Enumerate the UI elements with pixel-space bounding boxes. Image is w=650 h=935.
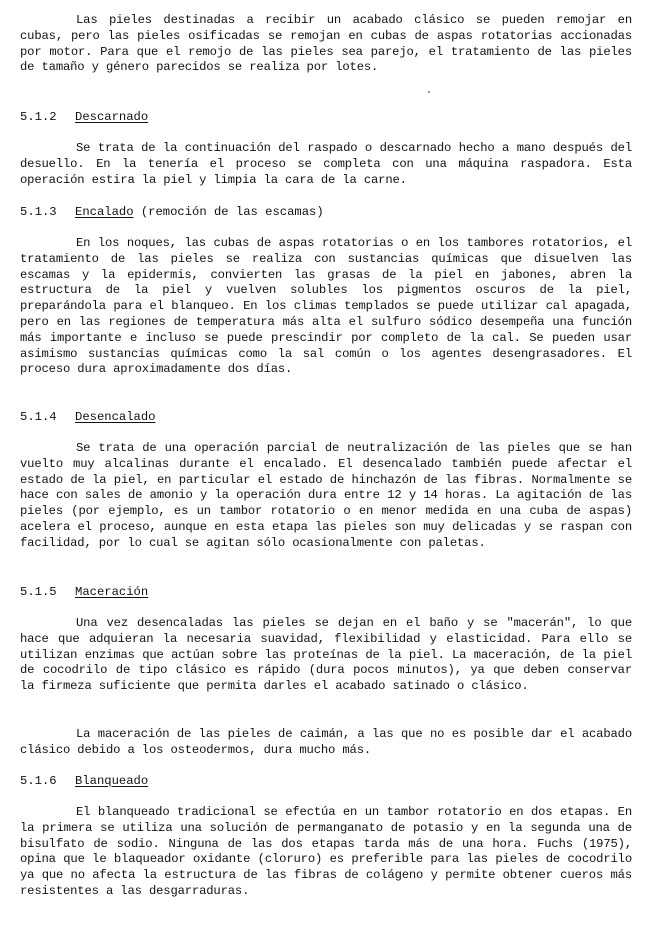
paragraph-encalado: En los noques, las cubas de aspas rotatorias o en los tambores rotatorios, el tratamiento de las pieles se realiza con sustancias químicas que disuelven las escamas y la epidermis, convierten las grasas de la piel en jabones, abren la estructura de la piel y vuelven solubles los pigmentos oscuros de la piel, preparándola para el blanqueo. En los climas templados se puede utilizar cal apagada, pero en las regiones de temperatura más alta el sulfuro sódico desempeña una función más importante e incluso se puede prescindir por completo de la cal. Se pueden usar asimismo sustancias químicas como la sal común o los agentes desengrasadores. El proceso dura aproximadamente dos días. bbox=[20, 236, 632, 377]
section-title: Encalado bbox=[75, 205, 134, 219]
paragraph-desencalado: Se trata de una operación parcial de neutralización de las pieles que se han vuelto muy alcalinas durante el encalado. El desencalado también puede afectar el estado de la piel, en particular el estado de hinchazón de las fibras. Normalmente se hace con sales de amonio y la operación dura entre 12 y 14 horas. La agitación de las pieles (por ejemplo, es un tambor rotatorio o en menor medida en una cuba de aspas) acelera el proceso, aunque en esta etapa las pieles son muy delicadas y se raspan con facilidad, por lo cual se agitan sólo ocasionalmente con paletas. bbox=[20, 441, 632, 550]
section-heading-encalado bbox=[20, 205, 324, 220]
section-heading-descarnado bbox=[20, 110, 148, 125]
section-number: 5.1.6 bbox=[20, 774, 57, 788]
section-title: Blanqueado bbox=[75, 774, 149, 788]
paragraph-maceracion-2: La maceración de las pieles de caimán, a las que no es posible dar el acabado clásico debido a los osteodermos, dura mucho más. bbox=[20, 727, 632, 757]
scan-speck bbox=[428, 91, 430, 93]
section-number: 5.1.2 bbox=[20, 110, 57, 124]
section-heading-blanqueado bbox=[20, 774, 148, 789]
section-number: 5.1.3 bbox=[20, 205, 57, 219]
section-heading-desencalado bbox=[20, 410, 155, 425]
paragraph-descarnado: Se trata de la continuación del raspado o descarnado hecho a mano después del desuello. En la tenería el proceso se completa con una máquina raspadora. Esta operación estira la piel y limpia la cara de la carne. bbox=[20, 141, 632, 187]
section-number: 5.1.5 bbox=[20, 585, 57, 599]
paragraph-blanqueado: El blanqueado tradicional se efectúa en un tambor rotatorio en dos etapas. En la primera se utiliza una solución de permanganato de potasio y en la segunda una de bisulfato de sodio. Ninguna de las dos etapas tarda más de una hora. Fuchs (1975), opina que le blaqueador oxidante (cloruro) es preferible para las pieles de cocodrilo ya que no afecta la estructura de las fibras de colágeno y permite obtener cueros más resistentes a las desgarraduras. bbox=[20, 805, 632, 898]
section-number: 5.1.4 bbox=[20, 410, 57, 424]
section-heading-maceracion bbox=[20, 585, 148, 600]
intro-paragraph: Las pieles destinadas a recibir un acabado clásico se pueden remojar en cubas, pero las pieles osificadas se remojan en cubas de aspas rotatorias accionadas por motor. Para que el remojo de las pieles sea parejo, el tratamiento de las pieles de tamaño y género parecidos se realiza por lotes. bbox=[20, 13, 632, 75]
section-subtitle: (remoción de las escamas) bbox=[140, 205, 324, 219]
paragraph-maceracion-1: Una vez desencaladas las pieles se dejan en el baño y se "macerán", lo que hace que adquieran la necesaria suavidad, flexibilidad y elasticidad. Para ello se utilizan enzimas que actúan sobre las proteínas de la piel. La maceración, de la piel de cocodrilo de tipo clásico es rápido (dura pocos minutos), ya que deben conservar la firmeza suficiente que permita darles el acabado satinado o clásico. bbox=[20, 616, 632, 694]
section-title: Desencalado bbox=[75, 410, 156, 424]
section-title: Maceración bbox=[75, 585, 149, 599]
section-title: Descarnado bbox=[75, 110, 149, 124]
